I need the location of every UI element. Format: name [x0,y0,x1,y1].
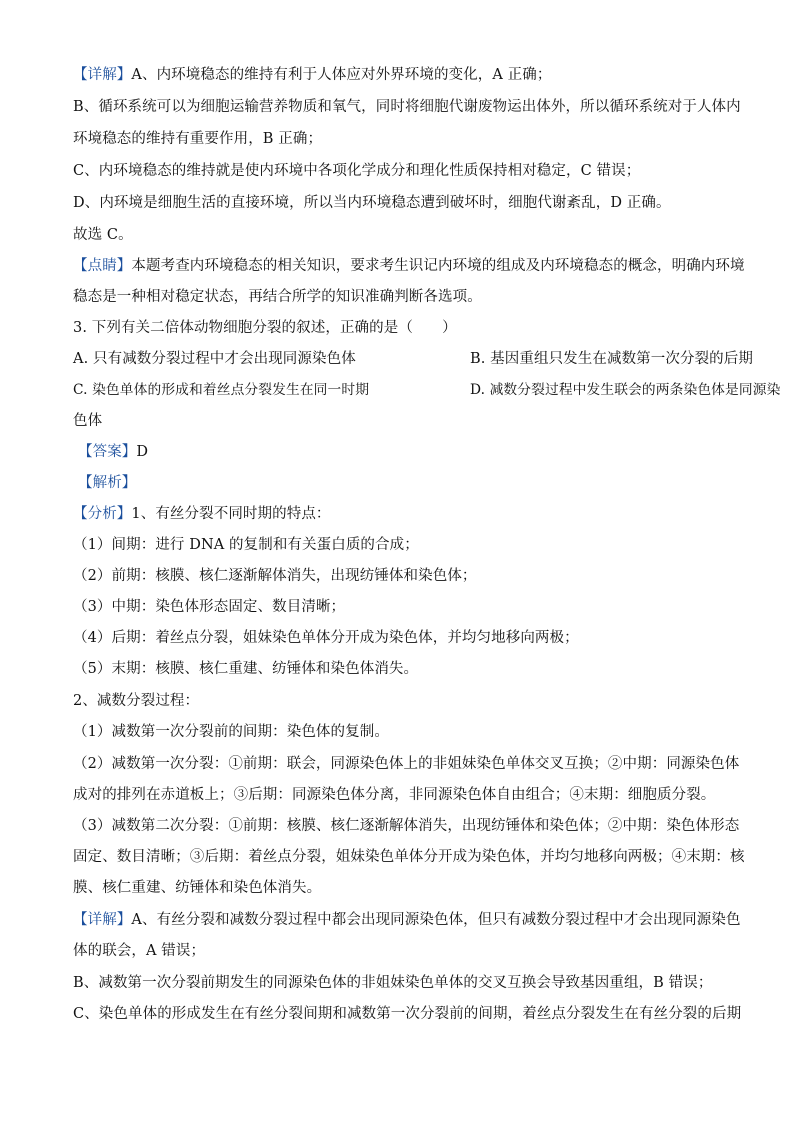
text-line: 固定、数目清晰；③后期：着丝点分裂，姐妹染色单体分开成为染色体，并均匀地移向两极；④末期：核 [73,849,745,865]
text-line: （1）减数第一次分裂前的间期：染色体的复制。 [73,724,389,740]
text-line: 【详解】A、内环境稳态的维持有利于人体应对外界环境的变化，A 正确； [73,67,552,83]
answer-value: D [136,444,149,460]
text-line: （2）减数第一次分裂：①前期：联会，同源染色体上的非姐妹染色单体交叉互换；②中期：同源染色体 [73,756,740,772]
section-tag: 【详解】 [73,67,132,83]
text-line: C、染色单体的形成发生在有丝分裂间期和减数第一次分裂前的间期，着丝点分裂发生在有丝分裂的后期 [73,1006,742,1022]
answer-line [78,442,148,462]
question-stem: 3. 下列有关二倍体动物细胞分裂的叙述，正确的是（ ） [73,320,457,336]
section-tag: 【详解】 [73,912,132,928]
text-line: （5）末期：核膜、核仁重建、纺锤体和染色体消失。 [73,661,419,677]
option-d-continued: 色体 [73,413,103,429]
section-tag: 【分析】 [73,506,132,522]
text-line: 膜、核仁重建、纺锤体和染色体消失。 [73,880,322,896]
text-line: B、减数第一次分裂前期发生的同源染色体的非姐妹染色单体的交叉互换会导致基因重组，B 错误； [73,975,713,991]
text-line: B、循环系统可以为细胞运输营养物质和氧气，同时将细胞代谢废物运出体外，所以循环系统对于人体内 [73,99,741,115]
text-line: 稳态是一种相对稳定状态，再结合所学的知识准确判断各选项。 [73,289,482,305]
text-line: 【详解】A、有丝分裂和减数分裂过程中都会出现同源染色体，但只有减数分裂过程中才会出现同源染色 [73,912,741,928]
text-line: 成对的排列在赤道板上；③后期：同源染色体分离，非同源染色体自由组合；④末期：细胞质分裂。 [73,787,716,803]
text-line: （3）减数第二次分裂：①前期：核膜、核仁逐渐解体消失，出现纺锤体和染色体；②中期：染色体形态 [73,818,740,834]
section-tag: 【点睛】 [73,258,132,274]
text-line: （4）后期：着丝点分裂，姐妹染色单体分开成为染色体，并均匀地移向两极； [73,630,579,646]
option-c: C. 染色单体的形成和着丝点分裂发生在同一时期 [73,382,370,398]
text-line: 环境稳态的维持有重要作用，B 正确； [73,131,323,147]
text-line: 2、减数分裂过程： [73,693,200,709]
text-line: D、内环境是细胞生活的直接环境，所以当内环境稳态遭到破坏时，细胞代谢紊乱，D 正确。 [73,195,671,211]
text-line: （2）前期：核膜、核仁逐渐解体消失，出现纺锤体和染色体； [73,568,477,584]
option-d: D. 减数分裂过程中发生联会的两条染色体是同源染 [470,382,781,398]
text-line: C、内环境稳态的维持就是使内环境中各项化学成分和理化性质保持相对稳定，C 错误； [73,163,641,179]
option-row [73,380,781,400]
answer-tag: 【答案】 [78,444,137,460]
analysis-heading: 【解析】 [78,475,137,491]
option-b: B. 基因重组只发生在减数第一次分裂的后期 [470,351,753,367]
text-line: 【点睛】本题考查内环境稳态的相关知识，要求考生识记内环境的组成及内环境稳态的概念，明确内环境 [73,258,745,274]
text-line: 故选 C。 [73,227,133,243]
option-a: A. 只有减数分裂过程中才会出现同源染色体 [73,351,356,367]
option-row [73,349,753,369]
text-line: 【分析】1、有丝分裂不同时期的特点： [73,506,331,522]
text-line: （3）中期：染色体形态固定、数目清晰； [73,599,346,615]
text-line: 体的联会，A 错误； [73,943,206,959]
text-line: （1）间期：进行 DNA 的复制和有关蛋白质的合成； [73,537,419,553]
